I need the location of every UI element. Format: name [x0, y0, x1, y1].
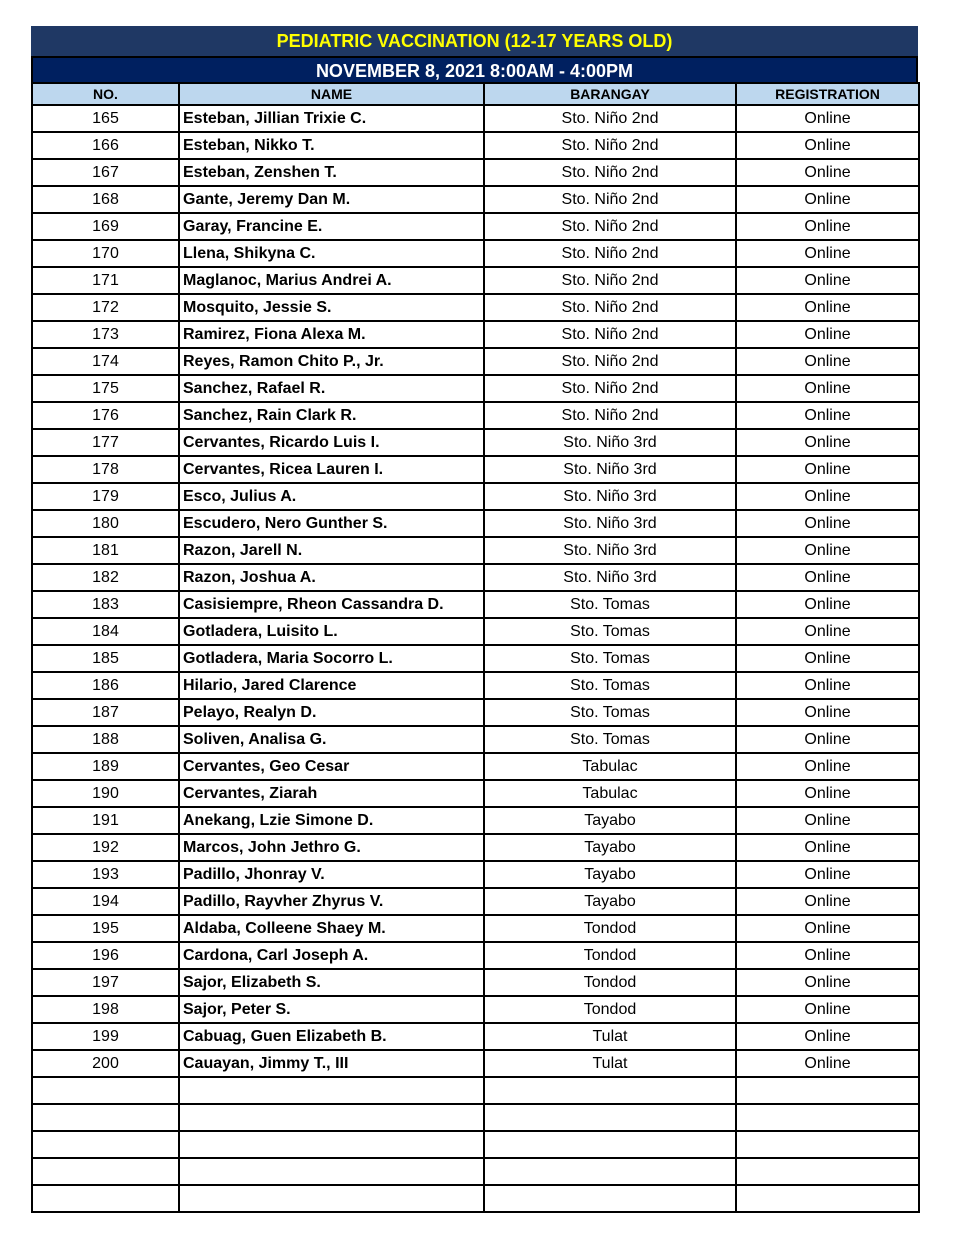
row-registration: Online — [736, 861, 919, 888]
row-barangay: Sto. Niño 2nd — [484, 159, 736, 186]
row-registration: Online — [736, 429, 919, 456]
table-row — [32, 942, 919, 969]
row-registration: Online — [736, 807, 919, 834]
row-name: Esteban, Nikko T. — [179, 132, 484, 159]
row-barangay: Sto. Niño 2nd — [484, 321, 736, 348]
table-row — [32, 915, 919, 942]
table-row — [32, 1077, 919, 1104]
row-name: Esteban, Zenshen T. — [179, 159, 484, 186]
row-registration: Online — [736, 321, 919, 348]
row-barangay: Sto. Niño 2nd — [484, 186, 736, 213]
row-number: 191 — [32, 807, 179, 834]
row-registration: Online — [736, 267, 919, 294]
row-name: Mosquito, Jessie S. — [179, 294, 484, 321]
row-registration: Online — [736, 375, 919, 402]
row-number: 197 — [32, 969, 179, 996]
row-barangay: Sto. Niño 2nd — [484, 348, 736, 375]
row-barangay: Tayabo — [484, 807, 736, 834]
row-name: Sanchez, Rain Clark R. — [179, 402, 484, 429]
row-barangay: Sto. Niño 2nd — [484, 402, 736, 429]
row-number: 196 — [32, 942, 179, 969]
row-registration: Online — [736, 834, 919, 861]
row-number — [32, 1077, 179, 1104]
row-number — [32, 1131, 179, 1158]
header-row — [32, 83, 919, 105]
row-number: 185 — [32, 645, 179, 672]
row-barangay: Tulat — [484, 1023, 736, 1050]
row-number: 200 — [32, 1050, 179, 1077]
table-row — [32, 591, 919, 618]
row-registration: Online — [736, 726, 919, 753]
row-barangay: Tondod — [484, 996, 736, 1023]
row-number: 184 — [32, 618, 179, 645]
row-barangay — [484, 1158, 736, 1185]
row-name: Sajor, Peter S. — [179, 996, 484, 1023]
row-number: 180 — [32, 510, 179, 537]
row-registration — [736, 1185, 919, 1212]
table-row — [32, 564, 919, 591]
row-number: 190 — [32, 780, 179, 807]
row-name: Cervantes, Geo Cesar — [179, 753, 484, 780]
row-name: Esco, Julius A. — [179, 483, 484, 510]
row-barangay: Sto. Niño 3rd — [484, 483, 736, 510]
column-header-no: NO. — [32, 83, 179, 105]
row-number: 167 — [32, 159, 179, 186]
row-registration — [736, 1077, 919, 1104]
row-name: Cervantes, Ricardo Luis I. — [179, 429, 484, 456]
row-registration: Online — [736, 510, 919, 537]
row-barangay: Sto. Tomas — [484, 699, 736, 726]
table-row — [32, 105, 919, 132]
row-name: Gotladera, Maria Socorro L. — [179, 645, 484, 672]
row-barangay: Tondod — [484, 915, 736, 942]
table-row — [32, 1050, 919, 1077]
row-barangay: Sto. Niño 3rd — [484, 429, 736, 456]
row-barangay: Sto. Niño 2nd — [484, 213, 736, 240]
table-row — [32, 510, 919, 537]
row-name: Garay, Francine E. — [179, 213, 484, 240]
row-barangay: Sto. Tomas — [484, 645, 736, 672]
row-number: 181 — [32, 537, 179, 564]
row-barangay: Tondod — [484, 969, 736, 996]
table-row — [32, 402, 919, 429]
row-barangay: Sto. Niño 3rd — [484, 537, 736, 564]
row-number: 177 — [32, 429, 179, 456]
row-registration: Online — [736, 915, 919, 942]
row-name: Casisiempre, Rheon Cassandra D. — [179, 591, 484, 618]
row-number: 198 — [32, 996, 179, 1023]
row-number: 194 — [32, 888, 179, 915]
row-registration — [736, 1104, 919, 1131]
row-number: 165 — [32, 105, 179, 132]
row-name: Padillo, Jhonray V. — [179, 861, 484, 888]
column-header-name: NAME — [179, 83, 484, 105]
table-row — [32, 267, 919, 294]
column-header-registration: REGISTRATION — [736, 83, 919, 105]
sheet-title: PEDIATRIC VACCINATION (12-17 YEARS OLD) — [31, 26, 918, 56]
table-row — [32, 132, 919, 159]
row-name: Anekang, Lzie Simone D. — [179, 807, 484, 834]
row-registration: Online — [736, 348, 919, 375]
row-barangay: Tayabo — [484, 888, 736, 915]
table-row — [32, 780, 919, 807]
table-row — [32, 618, 919, 645]
vaccination-sheet — [31, 26, 918, 1213]
row-name: Cervantes, Ricea Lauren I. — [179, 456, 484, 483]
table-row — [32, 753, 919, 780]
row-barangay: Sto. Niño 3rd — [484, 564, 736, 591]
row-number: 169 — [32, 213, 179, 240]
row-number: 168 — [32, 186, 179, 213]
row-registration — [736, 1131, 919, 1158]
table-row — [32, 321, 919, 348]
row-barangay: Sto. Niño 2nd — [484, 294, 736, 321]
row-name — [179, 1077, 484, 1104]
table-row — [32, 159, 919, 186]
row-registration: Online — [736, 996, 919, 1023]
row-registration: Online — [736, 159, 919, 186]
row-number: 171 — [32, 267, 179, 294]
row-registration: Online — [736, 780, 919, 807]
row-number: 178 — [32, 456, 179, 483]
table-row — [32, 294, 919, 321]
row-registration: Online — [736, 213, 919, 240]
row-registration: Online — [736, 105, 919, 132]
row-name: Aldaba, Colleene Shaey M. — [179, 915, 484, 942]
row-number: 192 — [32, 834, 179, 861]
row-barangay: Sto. Niño 3rd — [484, 510, 736, 537]
row-name: Cabuag, Guen Elizabeth B. — [179, 1023, 484, 1050]
table-row — [32, 861, 919, 888]
row-number: 166 — [32, 132, 179, 159]
table-row — [32, 1023, 919, 1050]
row-barangay: Tondod — [484, 942, 736, 969]
row-barangay: Sto. Niño 2nd — [484, 375, 736, 402]
row-name: Padillo, Rayvher Zhyrus V. — [179, 888, 484, 915]
table-row — [32, 996, 919, 1023]
row-name: Cervantes, Ziarah — [179, 780, 484, 807]
table-row — [32, 375, 919, 402]
row-number: 172 — [32, 294, 179, 321]
row-name: Esteban, Jillian Trixie C. — [179, 105, 484, 132]
row-registration: Online — [736, 402, 919, 429]
row-registration: Online — [736, 1023, 919, 1050]
row-barangay: Sto. Niño 2nd — [484, 240, 736, 267]
row-name: Llena, Shikyna C. — [179, 240, 484, 267]
row-number: 187 — [32, 699, 179, 726]
table-row — [32, 537, 919, 564]
row-registration: Online — [736, 969, 919, 996]
table-row — [32, 1104, 919, 1131]
row-name — [179, 1131, 484, 1158]
row-number: 195 — [32, 915, 179, 942]
row-number: 170 — [32, 240, 179, 267]
row-number: 189 — [32, 753, 179, 780]
table-row — [32, 834, 919, 861]
row-number: 173 — [32, 321, 179, 348]
row-barangay — [484, 1104, 736, 1131]
row-number: 193 — [32, 861, 179, 888]
row-name: Hilario, Jared Clarence — [179, 672, 484, 699]
table-row — [32, 645, 919, 672]
row-barangay: Tulat — [484, 1050, 736, 1077]
table-row — [32, 1131, 919, 1158]
row-barangay: Sto. Niño 2nd — [484, 105, 736, 132]
row-registration: Online — [736, 186, 919, 213]
row-name: Cardona, Carl Joseph A. — [179, 942, 484, 969]
row-name — [179, 1158, 484, 1185]
row-number — [32, 1158, 179, 1185]
row-registration: Online — [736, 456, 919, 483]
row-registration: Online — [736, 483, 919, 510]
row-registration: Online — [736, 618, 919, 645]
roster-table — [31, 82, 920, 1213]
table-row — [32, 348, 919, 375]
table-row — [32, 240, 919, 267]
row-barangay: Sto. Tomas — [484, 618, 736, 645]
row-barangay: Tabulac — [484, 780, 736, 807]
schedule-banner: NOVEMBER 8, 2021 8:00AM - 4:00PM — [31, 56, 918, 82]
row-barangay: Sto. Tomas — [484, 672, 736, 699]
row-number: 176 — [32, 402, 179, 429]
row-name: Razon, Jarell N. — [179, 537, 484, 564]
table-row — [32, 429, 919, 456]
table-row — [32, 726, 919, 753]
row-registration: Online — [736, 753, 919, 780]
row-barangay — [484, 1077, 736, 1104]
column-header-barangay: BARANGAY — [484, 83, 736, 105]
row-barangay: Tabulac — [484, 753, 736, 780]
row-name: Marcos, John Jethro G. — [179, 834, 484, 861]
table-row — [32, 1185, 919, 1212]
row-number: 179 — [32, 483, 179, 510]
row-name: Escudero, Nero Gunther S. — [179, 510, 484, 537]
table-row — [32, 699, 919, 726]
row-number — [32, 1104, 179, 1131]
table-row — [32, 456, 919, 483]
row-registration: Online — [736, 1050, 919, 1077]
row-barangay: Tayabo — [484, 834, 736, 861]
row-registration: Online — [736, 132, 919, 159]
table-row — [32, 1158, 919, 1185]
row-registration: Online — [736, 294, 919, 321]
row-registration: Online — [736, 240, 919, 267]
row-registration: Online — [736, 672, 919, 699]
row-number: 199 — [32, 1023, 179, 1050]
row-number: 183 — [32, 591, 179, 618]
row-name: Maglanoc, Marius Andrei A. — [179, 267, 484, 294]
row-number — [32, 1185, 179, 1212]
table-row — [32, 672, 919, 699]
row-number: 175 — [32, 375, 179, 402]
row-barangay: Sto. Niño 2nd — [484, 132, 736, 159]
row-name: Pelayo, Realyn D. — [179, 699, 484, 726]
row-registration — [736, 1158, 919, 1185]
table-row — [32, 483, 919, 510]
row-barangay: Sto. Niño 3rd — [484, 456, 736, 483]
row-registration: Online — [736, 645, 919, 672]
row-name — [179, 1185, 484, 1212]
row-registration: Online — [736, 537, 919, 564]
table-row — [32, 888, 919, 915]
row-number: 188 — [32, 726, 179, 753]
row-name: Razon, Joshua A. — [179, 564, 484, 591]
table-row — [32, 807, 919, 834]
row-barangay — [484, 1131, 736, 1158]
roster-body — [32, 105, 919, 1212]
table-row — [32, 969, 919, 996]
row-barangay: Sto. Tomas — [484, 591, 736, 618]
row-name — [179, 1104, 484, 1131]
row-registration: Online — [736, 564, 919, 591]
row-number: 182 — [32, 564, 179, 591]
row-registration: Online — [736, 942, 919, 969]
row-name: Reyes, Ramon Chito P., Jr. — [179, 348, 484, 375]
row-name: Sanchez, Rafael R. — [179, 375, 484, 402]
row-barangay: Tayabo — [484, 861, 736, 888]
row-registration: Online — [736, 888, 919, 915]
row-name: Gotladera, Luisito L. — [179, 618, 484, 645]
row-name: Gante, Jeremy Dan M. — [179, 186, 484, 213]
row-registration: Online — [736, 699, 919, 726]
table-row — [32, 186, 919, 213]
row-name: Ramirez, Fiona Alexa M. — [179, 321, 484, 348]
row-barangay: Sto. Tomas — [484, 726, 736, 753]
row-barangay — [484, 1185, 736, 1212]
row-name: Soliven, Analisa G. — [179, 726, 484, 753]
row-barangay: Sto. Niño 2nd — [484, 267, 736, 294]
row-number: 174 — [32, 348, 179, 375]
row-name: Cauayan, Jimmy T., III — [179, 1050, 484, 1077]
row-registration: Online — [736, 591, 919, 618]
row-name: Sajor, Elizabeth S. — [179, 969, 484, 996]
row-number: 186 — [32, 672, 179, 699]
table-row — [32, 213, 919, 240]
